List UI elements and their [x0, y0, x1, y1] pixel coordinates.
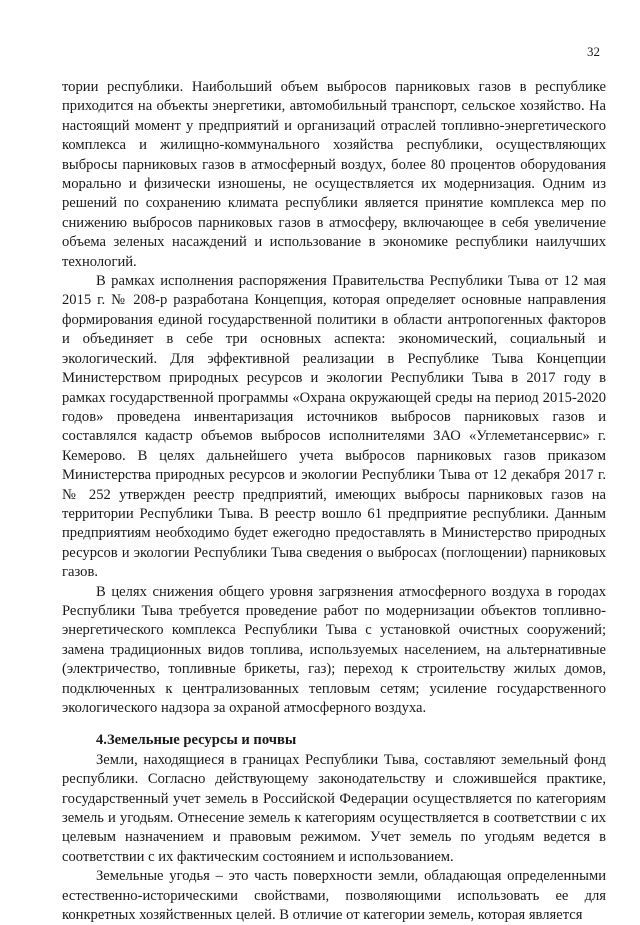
paragraph-land-fund: Земли, находящиеся в границах Республики Тыва, составляют земельный фонд республики. Согласно действующему законодательству и сложившейся практике, государственный учет земель в Российской Федерации осуществляется по категориям земель и угодьям. Отнесение земель к категориям осуществляется в соответствии с их целевым назначением и правовым режимом. Учет земель по угодьям ведется в соответствии с их фактическим состоянием и использованием. [62, 751, 606, 865]
section-heading-land-resources: 4.Земельные ресурсы и почвы [96, 732, 297, 749]
page-number: 32 [587, 44, 600, 59]
paragraph-land-areas: Земельные угодья – это часть поверхности земли, обладающая определенными естественно-историческими свойствами, позволяющими использовать ее для конкретных хозяйственных целей. В отличие от категории земель, которая является [62, 868, 606, 924]
paragraph-concept-implementation: В рамках исполнения распоряжения Правительства Республики Тыва от 12 мая 2015 г. № 208-р разработана Концепция, которая определяет основные направления формирования единой государственной политики в области антропогенных факторов и объединяет в себе три основных аспекта: экономический, социальный и экологический. Для эффективной реализации в Республике Тыва Концепции Министерством природных ресурсов и экологии Республики Тыва в 2017 году в рамках государственной программы «Охрана окружающей среды на период 2015-2020 годов» проведена инвентаризация источников выбросов парниковых газов и составлялся кадастр объемов выбросов исполнителями ЗАО «Углеметансервис» г. Кемерово. В целях дальнейшего учета выбросов парниковых газов приказом Министерства природных ресурсов и экологии Республики Тыва от 12 декабря 2017 г. № 252 утвержден реестр предприятий, имеющих выбросы парниковых газов на территории Республики Тыва. В реестр вошло 61 предприятие республики. Данным предприятиям необходимо будет ежегодно предоставлять в Министерство природных ресурсов и экологии Республики Тыва сведения о выбросах (поглощении) парниковых газов. [62, 273, 606, 581]
paragraph-air-pollution-measures: В целях снижения общего уровня загрязнения атмосферного воздуха в городах Республики Тыва требуется проведение работ по модернизации объектов топливно-энергетического комплекса Республики Тыва с установкой очистных сооружений; замена традиционных видов топлива, используемых населением, на альтернативные (электричество, топливные брикеты, газ); переход к строительству жилых домов, подключенных к централизованных тепловым сетям; усиление государственного экологического надзора за охраной атмосферного воздуха. [62, 583, 606, 716]
page-content [62, 78, 606, 925]
paragraph-greenhouse-emissions: тории республики. Наибольший объем выбросов парниковых газов в республике приходится на объекты энергетики, автомобильный транспорт, сельское хозяйство. На настоящий момент у предприятий и организаций отраслей топливно-энергетического комплекса и жилищно-коммунального хозяйства республики, осуществляющих выбросы парниковых газов в атмосферный воздух, более 80 процентов оборудования морально и физически изношены, не осуществляется их модернизация. Одним из решений по сохранению климата республики является принятие комплекса мер по снижению выбросов парниковых газов в атмосферу, включающее в себя увеличение объема зеленых насаждений и использование в экономике республики наилучших технологий. [62, 79, 606, 270]
